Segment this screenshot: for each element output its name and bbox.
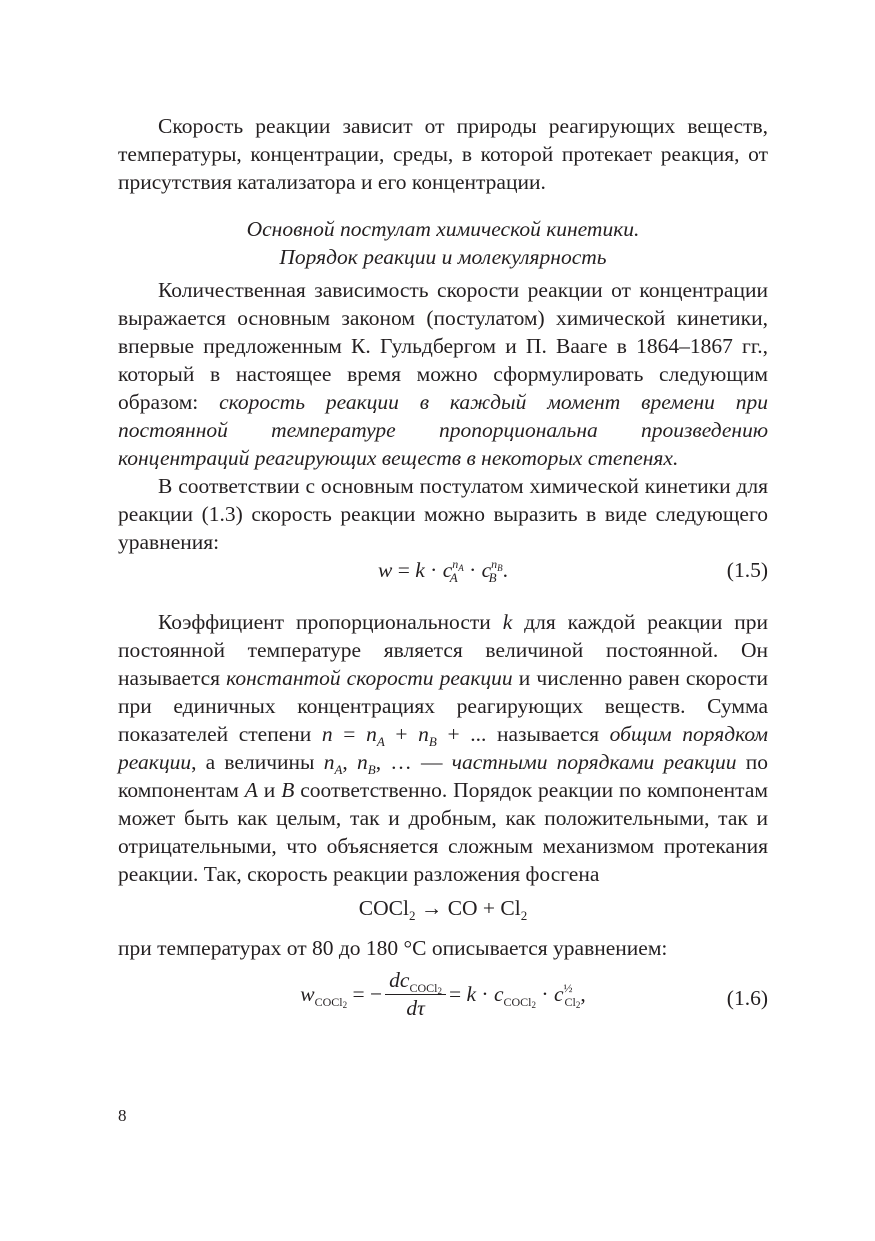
section-heading-line1: Основной постулат химической кинетики. bbox=[246, 217, 640, 241]
page-number: 8 bbox=[118, 1106, 127, 1125]
section-heading bbox=[118, 215, 768, 271]
page-content bbox=[118, 112, 768, 1034]
equation-number-1-5: (1.5) bbox=[726, 558, 768, 582]
reaction-phosgene: COCl$_2$ → CO + $Cl_2$ bbox=[358, 896, 528, 923]
postulate-statement: скорость реакции в каждый момент времени при постоянной температуре пропорциональна произведению концентраций реагирующих веществ в некоторых степенях. bbox=[118, 390, 768, 470]
paragraph-order: Коэффициент пропорциональности k для каждой реакции при постоянной температуре является величиной постоянной. Он называется константой скорости реакции и численно равен скорости при единичных концентрациях реагирующих веществ. Сумма показателей степени $n = n_A + n_B$ + ... называется общим порядком реакции, а величины $n_A$, $n_B$, … — частными порядками реакции по компонентам A и B соответственно. Порядок реакции по компонентам может быть как целым, так и дробным, как положительными, так и отрицательными, что объясняется сложным механизмом протекания реакции. Так, скорость реакции разложения фосгена bbox=[118, 610, 769, 886]
paragraph-rate-expression: В соответствии с основным постулатом химической кинетики для реакции (1.3) скорость реакции можно выразить в виде следующего уравнения: bbox=[118, 474, 768, 554]
equation-number-1-6: (1.6) bbox=[726, 986, 768, 1010]
equation-1-5: $w = k \cdot c^{n_A}_A \cdot c^{n_B}_B$ . (1.5) bbox=[378, 557, 768, 585]
paragraph-intro: Скорость реакции зависит от природы реагирующих веществ, температуры, концентрации, среды, в которой протекает реакция, от присутствия катализатора и его концентрации. bbox=[118, 114, 768, 194]
paragraph-postulate: Количественная зависимость скорости реакции от концентрации выражается основным законом (постулатом) химической кинетики, впервые предложенным К. Гульдбергом и П. Вааге в 1864–1867 гг., который в настоящее время можно сформулировать следующим образом: скорость реакции в каждый момент времени при постоянной температуре пропорциональна произведению концентраций реагирующих веществ в некоторых степенях. bbox=[118, 278, 768, 470]
fraction-dc-dtau: $\frac{dc_{COCl_2}}{d\tau}$ bbox=[385, 968, 446, 1021]
section-heading-line2: Порядок реакции и молекулярность bbox=[279, 245, 607, 269]
equation-1-6: $w_{COCl_2}$ = − $\frac{dc_{COCl_2}}{d\tau}$ = $k \cdot c_{COCl_2} \cdot c^{\frac{1}{2}}_{Cl_2}$, (1.6) bbox=[300, 968, 768, 1020]
paragraph-temperature: при температурах от 80 до 180 °C описывается уравнением: bbox=[118, 936, 668, 960]
